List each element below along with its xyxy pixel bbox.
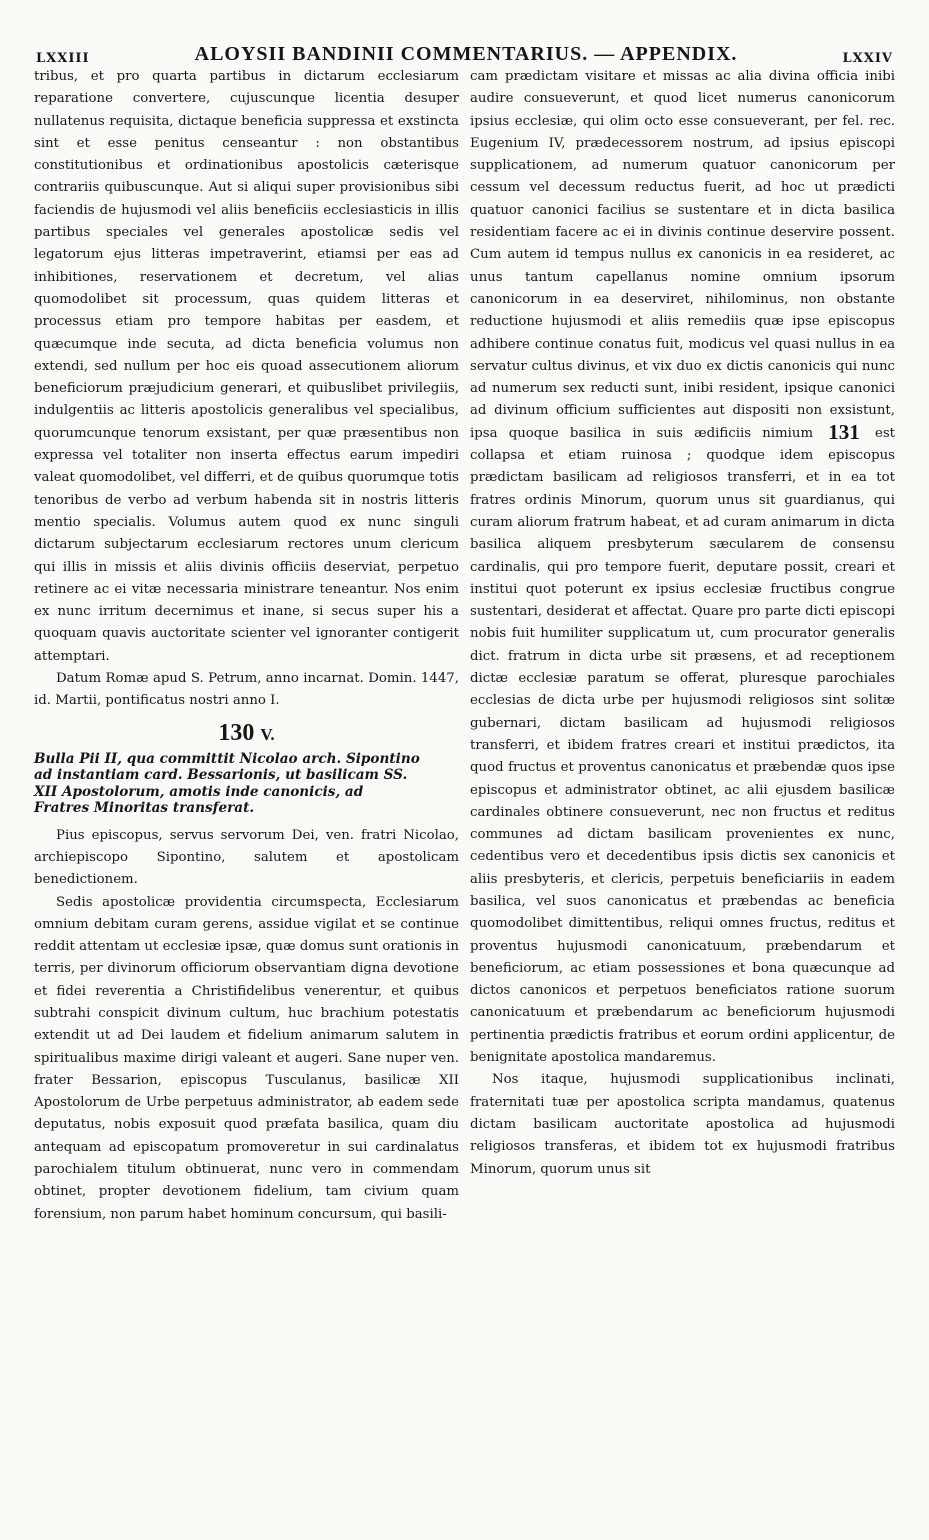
rubric-line: Bulla Pii II, qua committit Nicolao arch. Sipontino	[34, 750, 420, 767]
rubric-line: XII Apostolorum, amotis inde canonicis, ad	[34, 783, 364, 800]
document-number: 130	[218, 719, 255, 746]
document-rubric	[34, 751, 459, 817]
page-number-left: LXXIII	[36, 51, 90, 66]
right-column	[470, 66, 895, 1522]
dating-clause: Datum Romæ apud S. Petrum, anno incarnat. Domin. 1447, id. Martii, pontificatus nostri anno I.	[34, 671, 459, 709]
rubric-line: ad instantiam card. Bessarionis, ut basilicam SS.	[34, 767, 408, 784]
running-title: ALOYSII BANDINII COMMENTARIUS. — APPENDIX.	[194, 43, 738, 65]
right-paragraph-1-part-b: est collapsa et etiam ruinosa ; quodque idem episcopus prædictam basilicam ad religiosos transferri, et in ea tot fratres ordinis Minorum, quorum unus sit guardianus, qui curam aliorum fratrum habeat, et ad curam animarum in dicta basilica aliquem presbyterum sæcularem de consensu cardinalis, qui pro tempore fuerit, deputare possit, creari et institui quot poterunt ex ipsius ecclesiæ fructibus congrue sustentari, desiderat et affectat. Quare pro parte dicti episcopi nobis fuit humiliter supplicatum ut, cum procurator generalis dict. fratrum in dicta urbe sit præsens, et ad receptionem dictæ ecclesiæ paratum se offerat, pluresque parochiales ecclesias de dicta urbe per hujusmodi religiosos sint solitæ gubernari, dictam basilicam ad hujusmodi religiosos transferri, et ibidem fratres creari et institui prædictos, ita quod fructus et proventus canonicatus et præbendæ quos ipse episcopus et administrator obtinet, ac alii ejusdem basilicæ cardinales obtinere consueverunt, nec non fructus et reditus communes ad dictam basilicam provenientes ex nunc, cedentibus vero et decedentibus ipsis dictis sex canonicis et aliis presbyteris, et clericis, perpetuis beneficiariis in eadem basilica, vel suos canonicatus et præbendas ac beneficia quomodolibet dimittentibus, reliqui omnes fructus, reditus et proventus hujusmodi canonicatuum, præbendarum et beneficiorum, ac etiam possessiones et bona quæcunque ad dictos canonicos et perpetuos beneficiatos ratione suorum canonicatuum et præbendarum ac beneficiorum hujusmodi pertinentia prædictis fratribus et eorum ordini applicentur, de benignitate apostolica mandaremus.	[470, 425, 895, 1066]
left-paragraph-1: tribus, et pro quarta partibus in dictarum ecclesiarum reparatione convertere, cujuscunque licentia desuper nullatenus requisita, dictaque beneficia suppressa et exstincta sint et esse penitus censeantur : non obstantibus constitutionibus et ordinationibus apostolicis cæterisque contrariis quibuscunque. Aut si aliqui super provisionibus sibi faciendis de hujusmodi vel aliis beneficiis ecclesiasticis in illis partibus speciales vel generales apostolicæ sedis vel legatorum ejus litteras impetraverint, etiamsi per eas ad inhibitiones, reservationem et decretum, vel alias quomodolibet sit processum, quas quidem litteras et processus etiam pro tempore habitas per easdem, et quæcumque inde secuta, ad dicta beneficia volumus non extendi, sed nullum per hoc eis quoad assecutionem aliorum beneficiorum præjudicium generari, et quibuslibet privilegiis, indulgentiis ac litteris apostolicis generalibus vel specialibus, quorumcunque tenorum exsistant, per quæ præsentibus non expressa vel totaliter non inserta effectus earum impediri valeat quomodolibet, vel differri, et de quibus quorumque totis tenoribus de verbo ad verbum habenda sit in nostris litteris mentio specialis. Volumus autem quod ex nunc singuli dictarum subjectarum ecclesiarum rectores unum clericum qui illis in missis et aliis divinis officiis deserviat, perpetuo retinere ac ei vitæ necessaria ministrare teneantur. Nos enim ex nunc irritum decernimus et inane, si secus super his a quoquam quavis auctoritate scienter vel ignoranter contigerit attemptari.	[34, 69, 459, 664]
running-header	[36, 30, 893, 66]
right-paragraph-1	[470, 66, 895, 1069]
rubric-line: Fratres Minoritas transferat.	[34, 800, 255, 817]
salutation: Pius episcopus, servus servorum Dei, ven. fratri Nicolao, archiepiscopo Sipontino, salutem et apostolicam benedictionem.	[34, 827, 459, 888]
left-paragraph-2: Sedis apostolicæ providentia circumspecta, Ecclesiarum omnium debitam curam gerens, assidue vigilat et se continue reddit attentam ut ecclesiæ ipsæ, quæ domus sunt orationis in terris, per divinorum officiorum observantiam digna devotione et fidei reverentia a Christifidelibus venerentur, et quibus subtrahi conspicit divinum cultum, huc brachium potestatis extendit ut ad Dei laudem et fidelium animarum salutem in spiritualibus maxime dirigi valeant et augeri. Sane nuper ven. frater Bessarion, episcopus Tusculanus, basilicæ XII Apostolorum de Urbe perpetuus administrator, ab eadem sede deputatus, nobis exposuit quod præfata basilica, quam diu antequam ad episcopatum promoveretur in sui cardinalatus parochialem titulum obtinuerat, nunc vero in commendam obtinet, propter devotionem fidelium, tam civium quam forensium, non parum habet hominum concursum, qui basili-	[34, 894, 459, 1222]
right-paragraph-2: Nos itaque, hujusmodi supplicationibus inclinati, fraternitati tuæ per apostolica scripta mandamus, quatenus dictam basilicam auctoritate apostolica ad hujusmodi religiosos transferas, et ibidem tot ex hujusmodi fratribus Minorum, quorum unus sit	[470, 1072, 895, 1177]
document-roman-numeral: V.	[260, 724, 275, 744]
text-columns	[34, 66, 895, 1522]
left-column	[34, 66, 459, 1522]
right-paragraph-1-part-a: cam prædictam visitare et missas ac alia divina officia inibi audire consueverunt, et quod licet numerus canonicorum ipsius ecclesiæ, qui olim octo esse consueverant, per fel. rec. Eugenium IV, prædecessorem nostrum, ad ipsius episcopi supplicationem, ad numerum quatuor canonicorum per cessum vel decessum reductus fuerit, ad hoc ut prædicti quatuor canonici facilius se sustentare et in dicta basilica residentiam facere ac ei in divinis continue deservire possent. Cum autem id tempus nullus ex canonicis in ea resideret, ac unus tantum capellanus nomine omnium ipsorum canonicorum in ea deserviret, nihilominus, non obstante reductione hujusmodi et aliis remediis quæ ipse episcopus adhibere continue conatus fuit, modicus vel quasi nullus in ea servatur cultus divinus, et vix duo ex dictis canonicis qui nunc ad numerum sex reducti sunt, inibi resident, ipsique canonici ad divinum officium sufficientes aut dispositi non exsistunt, ipsa quoque basilica in suis ædificiis nimium	[470, 69, 895, 441]
document-marker-number: 131	[828, 419, 860, 444]
document-heading	[34, 719, 459, 749]
page-number-right: LXXIV	[842, 51, 893, 66]
